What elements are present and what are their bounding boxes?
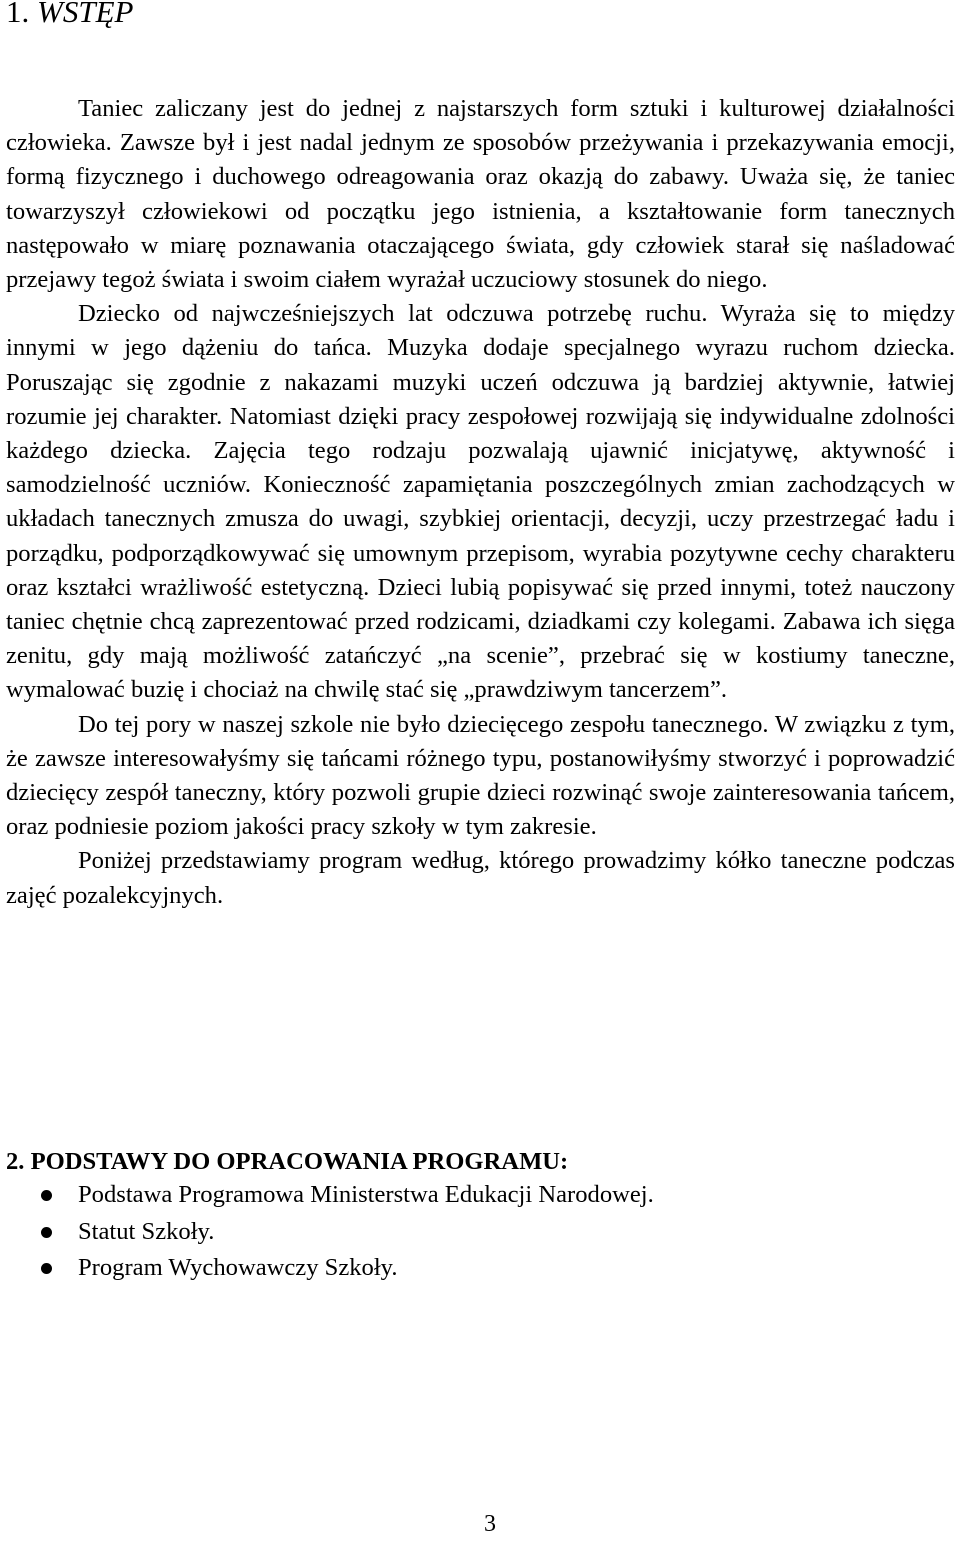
bullet-icon xyxy=(41,1190,52,1201)
section-title: WSTĘP xyxy=(37,0,134,29)
bullet-icon xyxy=(41,1263,52,1274)
paragraph: Do tej pory w naszej szkole nie było dziecięcego zespołu tanecznego. W związku z tym, że zawsze interesowałyśmy się tańcami różnego typu, postanowiłyśmy stworzyć i poprowadzić dziecięcy zespół taneczny, który pozwoli grupie dzieci rozwinąć swoje zainteresowania tańcem, oraz podniesie poziom jakości pracy szkoły w tym zakresie. xyxy=(6,710,955,841)
list-item xyxy=(6,1250,654,1287)
list-item-text: Program Wychowawczy Szkoły. xyxy=(78,1254,398,1282)
page-number: 3 xyxy=(484,1511,496,1537)
list-item xyxy=(6,1177,654,1214)
basis-list xyxy=(6,1177,654,1287)
section-number: 1. xyxy=(6,0,30,29)
bullet-icon xyxy=(41,1227,52,1238)
paragraph: Taniec zaliczany jest do jednej z najstarszych form sztuki i kulturowej działalności człowieka. Zawsze był i jest nadal jednym ze sposobów przeżywania i przekazywania emocji, formą fizycznego i duchowego odreagowania oraz okazją do zabawy. Uważa się, że taniec towarzyszył człowiekowi od początku jego istnienia, a kształtowanie form tanecznych następowało w miarę poznawania otaczającego świata, gdy człowiek starał się naśladować przejawy tegoż świata i swoim ciałem wyrażał uczuciowy stosunek do niego. xyxy=(6,95,955,294)
list-item-text: Statut Szkoły. xyxy=(78,1217,215,1245)
paragraph: Poniżej przedstawiamy program według, którego prowadzimy kółko taneczne podczas zajęć pozalekcyjnych. xyxy=(6,847,955,909)
paragraph: Dziecko od najwcześniejszych lat odczuwa potrzebę ruchu. Wyraża się to między innymi w jego dążeniu do tańca. Muzyka dodaje specjalnego wyrazu ruchom dziecka. Poruszając się zgodnie z nakazami muzyki uczeń odczuwa ją bardziej aktywnie, łatwiej rozumie jej charakter. Natomiast dzięki pracy zespołowej rozwijają się indywidualne zdolności każdego dziecka. Zajęcia tego rodzaju pozwalają ujawnić inicjatywę, aktywność i samodzielność uczniów. Konieczność zapamiętania poszczególnych zmian zachodzących w układach tanecznych zmusza do uwagi, szybkiej orientacji, decyzji, uczy przestrzegać ładu i porządku, podporządkowywać się umownym przepisom, wyrabia pozytywne cechy charakteru oraz kształci wrażliwość estetyczną. Dzieci lubią popisywać się przed innymi, toteż nauczony taniec chętnie chcą zaprezentować przed rodzicami, dziadkami czy kolegami. Zabawa ich sięga zenitu, gdy mają możliwość zatańczyć „na scenie”, przebrać się w kostiumy taneczne, wymalować buzię i chociaż na chwilę stać się „prawdziwym tancerzem”. xyxy=(6,300,955,704)
intro-body xyxy=(6,92,955,913)
section-heading-basis: 2. PODSTAWY DO OPRACOWANIA PROGRAMU: xyxy=(6,1148,569,1175)
list-item xyxy=(6,1214,654,1251)
section-heading-intro xyxy=(6,0,133,32)
list-item-text: Podstawa Programowa Ministerstwa Edukacji Narodowej. xyxy=(78,1181,654,1208)
